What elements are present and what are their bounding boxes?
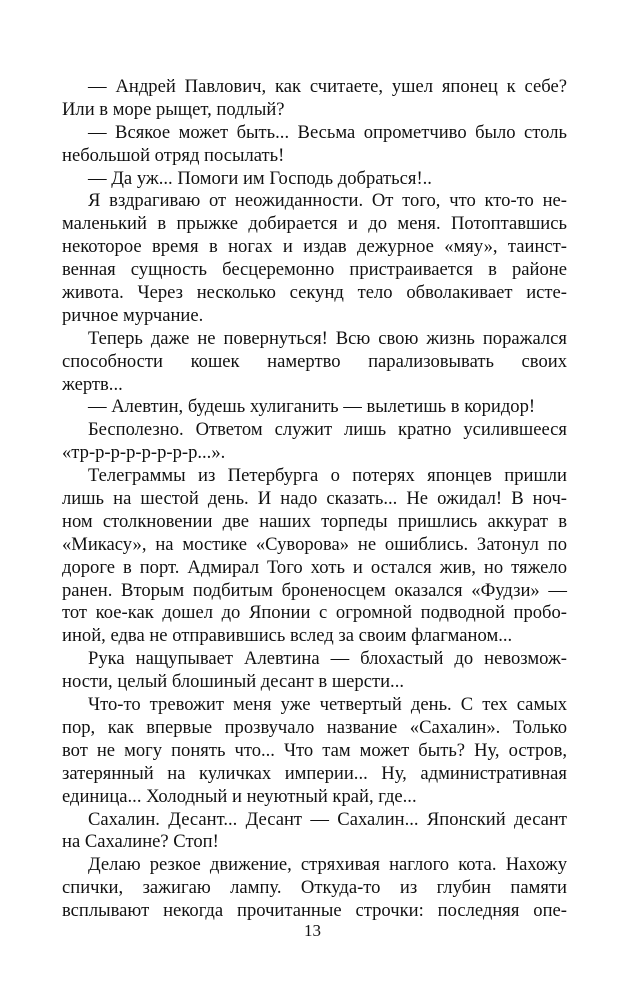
text-line: спички, зажигаю лампу. Откуда-то из глубин памяти (62, 877, 567, 899)
text-line: Сахалин. Десант... Десант — Сахалин... Японский десант (88, 808, 567, 830)
text-line: Рука нащупывает Алевтина — блохастый до невозмож- (88, 648, 567, 670)
text-line: единица... Холодный и неуютный край, где... (62, 785, 417, 807)
text-line: Делаю резкое движение, стряхивая наглого кота. Нахожу (88, 854, 567, 876)
text-line: на Сахалине? Стоп! (62, 831, 219, 853)
text-line: Телеграммы из Петербурга о потерях японцев пришли (88, 465, 567, 487)
text-line: ном столкновении две наших торпеды пришлись аккурат в (62, 510, 567, 532)
text-line: венная сущность бесцеремонно пристраивается в районе (62, 259, 567, 281)
text-line: — Алевтин, будешь хулиганить — вылетишь в коридор! (88, 396, 536, 418)
text-line: — Всякое может быть... Весьма опрометчиво было столь (88, 121, 567, 143)
paragraph (62, 648, 567, 694)
text-line: маленький в прыжке добирается и до меня. Потоптавшись (62, 213, 567, 235)
text-line: Бесполезно. Ответом служит лишь кратно усилившееся (88, 419, 567, 441)
paragraph (62, 419, 567, 465)
page-number: 13 (304, 921, 321, 940)
text-line: вот не могу понять что... Что там может быть? Ну, остров, (62, 739, 567, 761)
paragraph (62, 76, 567, 122)
paragraph (62, 396, 567, 419)
text-line: «тр-р-р-р-р-р-р-р...». (62, 442, 226, 464)
text-line: Я вздрагиваю от неожиданности. От того, что кто-то не- (88, 190, 567, 212)
paragraph (62, 854, 567, 923)
book-page-text (62, 76, 567, 923)
text-line: ранен. Вторым подбитым броненосцем оказался «Фудзи» — (62, 579, 567, 601)
paragraph (62, 190, 567, 327)
text-line: небольшой отряд посылать! (62, 144, 285, 166)
paragraph (62, 694, 567, 808)
paragraph (62, 168, 567, 191)
text-line: Или в море рыщет, подлый? (62, 98, 285, 120)
text-line: затерянный на куличках империи... Ну, административная (62, 762, 567, 784)
text-line: — Андрей Павлович, как считаете, ушел японец к себе? (88, 76, 567, 97)
text-line: всплывают некогда прочитанные строчки: последняя опе- (62, 900, 567, 922)
text-line: ричное мурчание. (62, 304, 204, 326)
paragraph (62, 809, 567, 855)
text-line: иной, едва не отправившись вслед за своим флагманом... (62, 625, 513, 647)
text-line: жертв... (62, 373, 123, 395)
text-line: пор, как впервые прозвучало название «Сахалин». Только (62, 716, 567, 738)
text-line: дороге в порт. Адмирал Того хоть и остался жив, но тяжело (62, 556, 567, 578)
text-line: «Микасу», на мостике «Суворова» не ошиблись. Затонул по (62, 533, 567, 555)
text-line: способности кошек намертво парализовывать своих (62, 350, 567, 372)
paragraph (62, 122, 567, 168)
text-line: некоторое время в ногах и издав дежурное «мяу», таинст- (62, 236, 567, 258)
paragraph (62, 465, 567, 648)
text-line: Теперь даже не повернуться! Всю свою жизнь поражался (88, 327, 567, 349)
text-line: Что-то тревожит меня уже четвертый день. С тех самых (88, 694, 567, 716)
text-line: тот кое-как дошел до Японии с огромной подводной пробо- (62, 602, 567, 624)
text-line: — Да уж... Помоги им Господь добраться!.. (88, 167, 432, 189)
paragraph (62, 328, 567, 397)
text-line: живота. Через несколько секунд тело обволакивает исте- (62, 282, 567, 304)
text-line: ности, целый блошиный десант в шерсти... (62, 671, 404, 693)
text-line: лишь на шестой день. И надо сказать... Не ожидал! В ноч- (62, 488, 567, 510)
